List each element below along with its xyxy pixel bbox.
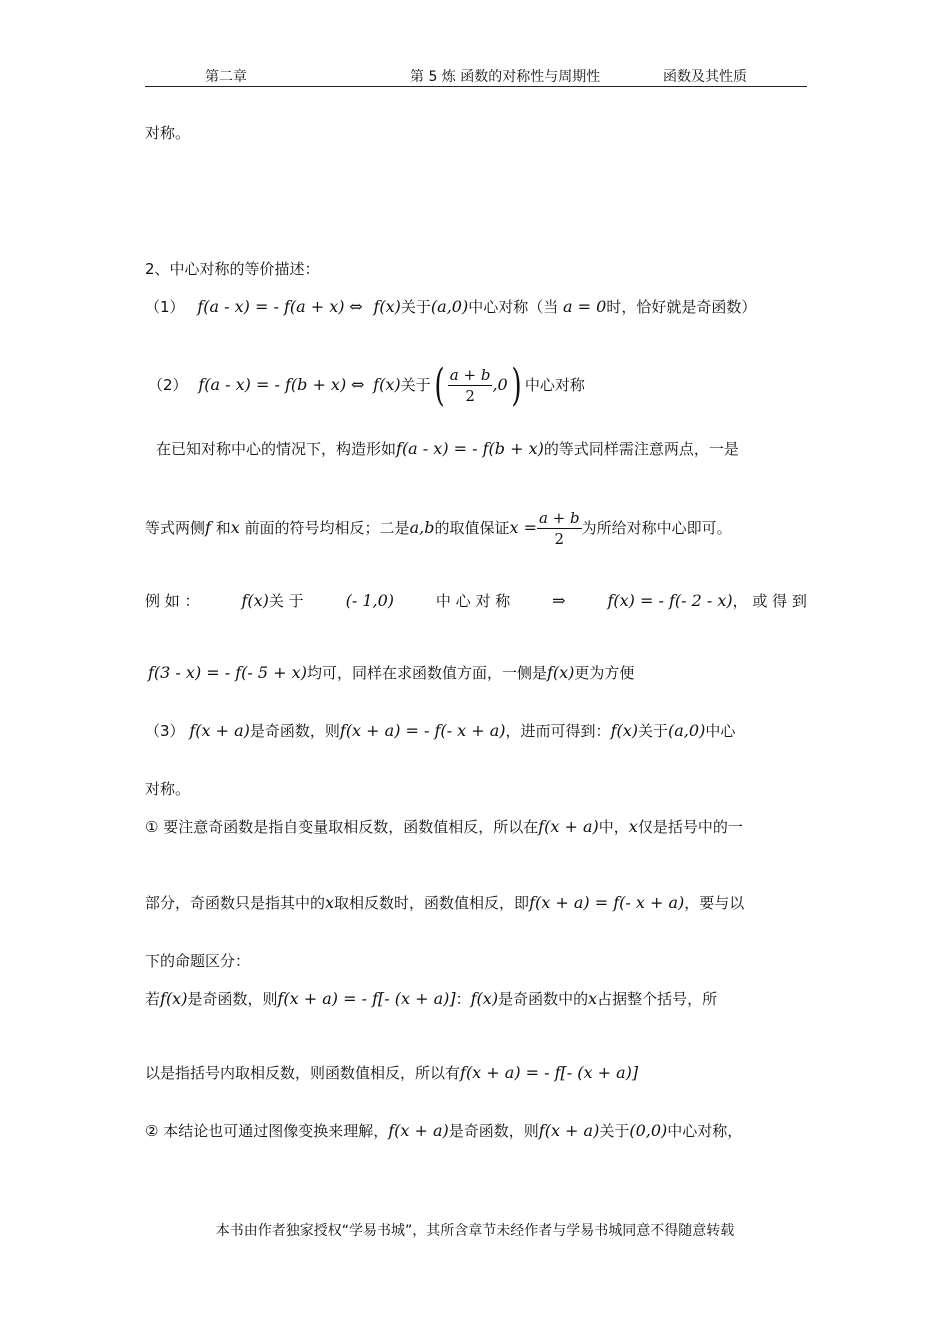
x-equals: x = xyxy=(509,518,537,537)
note-1 xyxy=(145,816,743,837)
equation: f(x + a) = - f[- (x + a)] xyxy=(277,989,456,1008)
item-3 xyxy=(145,720,735,741)
fraction-tail: ,0 xyxy=(492,375,508,394)
function-symbol: f(x) xyxy=(610,721,638,740)
implies-symbol: ⇒ xyxy=(552,591,566,610)
note-1d xyxy=(145,988,717,1009)
paragraph-continuation: 对称。 xyxy=(145,124,191,142)
function-symbol: f(x + a) xyxy=(388,1121,449,1140)
note-2 xyxy=(145,1120,742,1141)
text: 关于 xyxy=(400,298,431,316)
text: 关于 xyxy=(400,376,431,394)
symbol-x: x xyxy=(588,989,598,1008)
text: 时，恰好就是奇函数） xyxy=(606,298,757,316)
text: 在已知对称中心的情况下，构造形如 xyxy=(156,440,397,458)
text: 中心对称 xyxy=(524,376,585,394)
text: 中心 xyxy=(705,722,736,740)
text: 是奇函数，则 xyxy=(249,722,340,740)
function-symbol: f(x) xyxy=(160,989,188,1008)
section-heading: 2、中心对称的等价描述： xyxy=(145,260,320,278)
text: 是奇函数，则 xyxy=(187,990,278,1008)
text: ， 或 得 到 xyxy=(732,592,807,610)
symbol-x: x xyxy=(230,518,240,537)
equation: f(x + a) = - f(- x + a) xyxy=(339,721,506,740)
equation: f(x) = - f(- 2 - x) xyxy=(607,591,733,610)
fraction-numerator: a + b xyxy=(449,366,491,384)
text: 是奇函数中的 xyxy=(498,990,589,1008)
text: ② 本结论也可通过图像变换来理解， xyxy=(145,1122,389,1140)
example-lead: 例 如 ： xyxy=(145,592,200,610)
text: 关 于 xyxy=(268,592,304,610)
text: 部分，奇函数只是指其中的 xyxy=(145,894,326,912)
text: ① 要注意奇函数是指自变量取相反数，函数值相反，所以在 xyxy=(145,818,539,836)
equation: f(x + a) = f(- x + a) xyxy=(529,893,685,912)
header-topic: 函数及其性质 xyxy=(663,69,747,85)
header-section: 第 5 炼 函数的对称性与周期性 xyxy=(410,69,601,85)
example-line xyxy=(145,590,807,611)
equation: f(x + a) = - f[- (x + a)] xyxy=(460,1063,639,1082)
paragraph-3 xyxy=(156,438,739,459)
function-symbol: f(x) xyxy=(373,297,401,316)
fraction-denominator: 2 xyxy=(465,387,475,405)
iff-symbol: ⇔ xyxy=(350,375,365,394)
iff-symbol: ⇔ xyxy=(349,297,363,316)
fraction-numerator: a + b xyxy=(538,509,580,527)
text: 中， xyxy=(598,818,629,836)
text: 关于 xyxy=(599,1122,630,1140)
note-1b xyxy=(145,892,744,913)
text: 中心对称（当 xyxy=(468,298,559,316)
symbol-ab: a,b xyxy=(409,518,435,537)
text: 为所给对称中心即可。 xyxy=(581,519,732,537)
paragraph-4 xyxy=(145,508,732,549)
note-1e xyxy=(145,1062,638,1083)
item-label: （3） xyxy=(145,722,185,740)
text: 中心对称， xyxy=(667,1122,743,1140)
text: 以是指括号内取相反数，则函数值相反，所以有 xyxy=(145,1064,461,1082)
symbol-f: f xyxy=(205,518,211,537)
example-line-2 xyxy=(148,662,634,683)
footer-copyright: 本书由作者独家授权“学易书城”，其所含章节未经作者与学易书城同意不得随意转载 xyxy=(215,1223,735,1239)
equation: f(a - x) = - f(a + x) xyxy=(197,297,345,316)
text: 关于 xyxy=(638,722,669,740)
equation: f(3 - x) = - f(- 5 + x) xyxy=(148,663,307,682)
equation: f(a - x) = - f(b + x) xyxy=(198,375,347,394)
symbol-x: x xyxy=(325,893,335,912)
left-paren: ( xyxy=(434,360,445,411)
function-symbol: f(x + a) xyxy=(538,1121,600,1140)
function-symbol: f(x) xyxy=(470,989,499,1008)
text: 取相反数时，函数值相反，即 xyxy=(334,894,530,912)
text: 和 xyxy=(215,519,231,537)
item-2 xyxy=(148,360,585,411)
equation: f(a - x) = - f(b + x) xyxy=(396,439,544,458)
center-point: (a,0) xyxy=(668,721,706,740)
center-point: (- 1,0) xyxy=(345,591,394,610)
fraction xyxy=(448,365,493,406)
item-1 xyxy=(145,296,756,317)
text: 均可，同样在求函数值方面，一侧是 xyxy=(306,664,547,682)
center-point: (0,0) xyxy=(629,1121,668,1140)
note-1c: 下的命题区分： xyxy=(145,952,251,970)
condition: a = 0 xyxy=(563,297,607,316)
function-symbol: f(x) xyxy=(373,375,401,394)
text: ： xyxy=(455,990,471,1008)
function-symbol: f(x + a) xyxy=(538,817,599,836)
text: 若 xyxy=(145,990,161,1008)
center-point: (a,0) xyxy=(430,297,469,316)
text: 仅是括号中的一 xyxy=(637,818,743,836)
text: ，进而可得到： xyxy=(505,722,611,740)
text: 的等式同样需注意两点，一是 xyxy=(543,440,739,458)
text: 是奇函数，则 xyxy=(448,1122,539,1140)
item-label: （2） xyxy=(148,376,188,394)
header-rule xyxy=(145,86,807,87)
text: 占据整个括号，所 xyxy=(597,990,718,1008)
fraction-denominator: 2 xyxy=(554,530,565,548)
text: 的取值保证 xyxy=(434,519,510,537)
item-3-continuation: 对称。 xyxy=(145,780,191,798)
function-symbol: f(x + a) xyxy=(189,721,250,740)
symbol-x: x xyxy=(628,817,638,836)
function-symbol: f(x) xyxy=(546,663,575,682)
right-paren: ) xyxy=(511,360,522,411)
function-symbol: f(x) xyxy=(241,591,269,610)
header-chapter: 第二章 xyxy=(205,69,247,85)
text: 等式两侧 xyxy=(145,519,206,537)
text: 更为方便 xyxy=(574,664,635,682)
text: ，要与以 xyxy=(684,894,745,912)
fraction xyxy=(537,508,582,549)
item-label: （1） xyxy=(145,298,185,316)
text: 前面的符号均相反；二是 xyxy=(244,519,410,537)
text: 中 心 对 称 xyxy=(435,592,511,610)
